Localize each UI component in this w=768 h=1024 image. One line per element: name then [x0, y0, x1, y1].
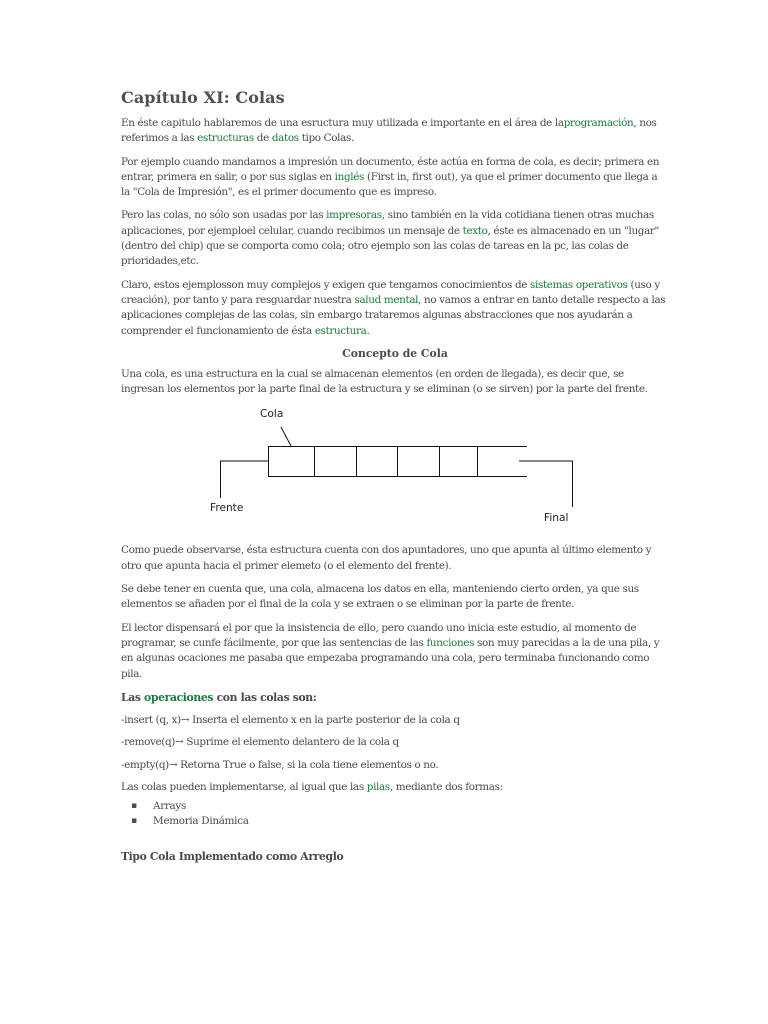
applications-paragraph [121, 208, 669, 269]
label-final: Final [544, 512, 569, 525]
bullet-icon: ▪ [131, 816, 137, 827]
text-span: , mediante dos formas: [389, 781, 503, 794]
text-span: Las [121, 690, 145, 704]
queue-diagram-svg [121, 405, 669, 537]
complexity-paragraph [121, 278, 669, 339]
text-span: El lector dispensará el por que la insistencia de ello, pero cuando uno inicia este estudio, al momento de programar, se cunfe fácilmente, por que las sentencias de las [121, 621, 637, 649]
link-pilas[interactable]: pilas [366, 781, 390, 794]
text-span: , nos referimos a las [121, 117, 657, 145]
link-sistemas-operativos[interactable]: sistemas operativos [530, 278, 628, 291]
list-item [131, 799, 669, 814]
text-span: En éste capitulo hablaremos de una esructura muy utilizada e importante en el área de la [121, 117, 564, 129]
document-page [121, 88, 669, 865]
label-cola: Cola [260, 408, 284, 421]
order-paragraph: Se debe tener en cuenta que, una cola, almacena los datos en ella, manteniendo cierto orden, ya que sus elementos se añaden por el final de la cola y se extraen o se eliminan por la parte de frente. [121, 583, 639, 611]
final-pointer-line [519, 461, 573, 507]
operation-remove: -remove(q)→ Suprime el elemento delantero de la cola q [121, 736, 399, 749]
text-span: Las colas pueden implementarse, al igual que las [121, 781, 367, 794]
text-span: de [253, 132, 272, 145]
operations-heading [121, 690, 669, 705]
link-programacion[interactable]: programación [563, 117, 634, 129]
link-ingles[interactable]: inglés [334, 170, 365, 183]
link-funciones[interactable]: funciones [426, 636, 475, 649]
print-queue-paragraph [121, 155, 669, 201]
text-span: con las colas son: [213, 690, 317, 704]
chapter-title: Capítulo XI: Colas [121, 88, 285, 107]
text-span: (uso y creación), por tanto y para resguardar nuestra [121, 278, 660, 306]
text-span: Claro, estos ejemplosson muy complejos y exigen que tengamos conocimientos de [121, 278, 531, 291]
frente-pointer-line [221, 461, 269, 498]
reader-paragraph [121, 621, 669, 682]
intro-paragraph [121, 116, 669, 147]
pointers-paragraph: Como puede observarse, ésta estructura cuenta con dos apuntadores, uno que apunta al último elemento y otro que apunta hacia el primer elemeto (o el elemento del frente). [121, 544, 652, 572]
label-frente: Frente [210, 502, 244, 515]
implementation-paragraph [121, 780, 669, 795]
link-impresoras[interactable]: impresoras [326, 209, 382, 222]
link-operaciones[interactable]: operaciones [144, 690, 214, 704]
link-estructura[interactable]: estructura [314, 324, 367, 337]
text-span: , sino también en la vida cotidiana tienen otras muchas aplicaciones, por ejemploel celular, cuando recibimos un mensaje de [121, 209, 654, 237]
section-heading-concepto: Concepto de Cola [342, 346, 448, 360]
list-item-label: Memoria Dinámica [153, 815, 249, 828]
operation-insert: -insert (q, x)→ Inserta el elemento x en la parte posterior de la cola q [121, 714, 460, 727]
link-estructuras[interactable]: estructuras [197, 132, 254, 145]
queue-diagram [121, 405, 669, 537]
text-span: (First in, first out), ya que el primer documento que llega a la "Cola de Impresión", es el primer documento que es impreso. [121, 170, 658, 199]
text-span: son muy parecidas a la de una pila, y en algunas ocaciones me pasaba que empezaba programando una cola, pero terminaba funcionando como pila. [121, 636, 660, 680]
text-span: . [366, 324, 370, 337]
link-datos[interactable]: datos [271, 132, 299, 145]
section-heading-arreglo: Tipo Cola Implementado como Arreglo [121, 850, 344, 864]
list-item [131, 814, 669, 829]
link-texto[interactable]: texto [462, 224, 488, 237]
definition-paragraph: Una cola, es una estructura en la cual se almacenan elementos (en orden de llegada), es decir que, se ingresan los elementos por la parte final de la estructura y se eliminan (o se sirven) por la parte del frente. [121, 367, 648, 396]
text-span: Por ejemplo cuando mandamos a impresión un documento, éste actúa en forma de cola, es decir; primera en entrar, primera en salir, o por sus siglas en [121, 155, 660, 183]
implementation-forms-list [121, 799, 669, 829]
operation-empty: -empty(q)→ Retorna True o false, si la cola tiene elementos o no. [121, 758, 439, 771]
text-span: , éste es almacenado en un "lugar" (dentro del chip) que se comporta como cola; otro ejemplo son las colas de tareas en la pc, las colas de prioridades,etc. [121, 224, 659, 268]
link-salud-mental[interactable]: salud mental [354, 293, 419, 306]
text-span: Pero las colas, no sólo son usadas por las [121, 209, 327, 222]
cola-pointer-line [281, 427, 291, 446]
text-span: tipo Colas. [298, 132, 354, 145]
bullet-icon: ▪ [131, 801, 137, 812]
text-span: , no vamos a entrar en tanto detalle respecto a las aplicaciones complejas de las colas, sin embargo trataremos algunas abstracciones que nos ayudarán a comprender el funcionamiento de ésta [121, 293, 666, 337]
list-item-label: Arrays [153, 800, 187, 813]
